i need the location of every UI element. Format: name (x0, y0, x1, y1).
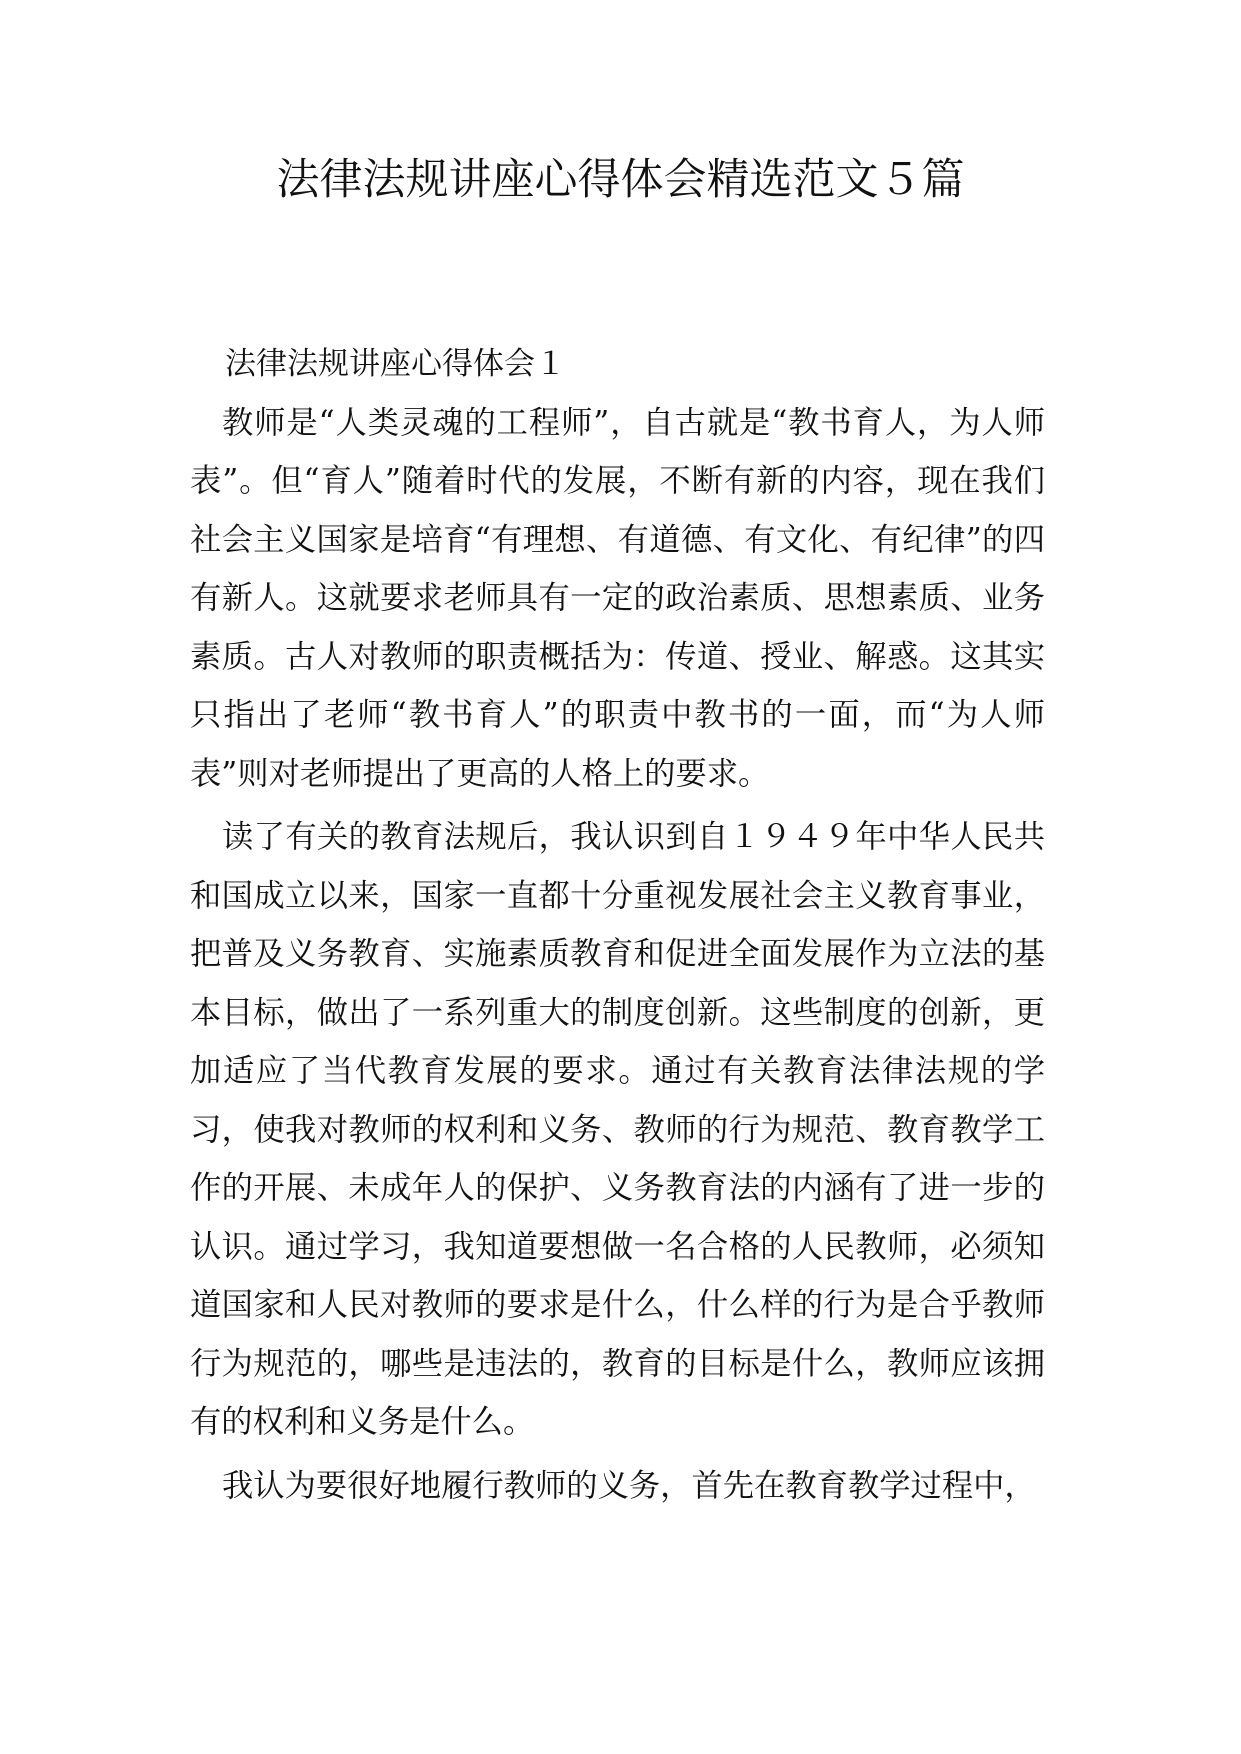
document-title: 法律法规讲座心得体会精选范文５篇 (276, 155, 965, 205)
document-body (190, 335, 1045, 1520)
section-heading: 法律法规讲座心得体会１ (225, 346, 566, 382)
paragraph-3: 我认为要很好地履行教师的义务，首先在教育教学过程中， (222, 1467, 1036, 1504)
paragraph-2: 读了有关的教育法规后，我认识到自１９４９年中华人民共和国成立以来，国家一直都十分重视发展社会主义教育事业，把普及义务教育、实施素质教育和促进全面发展作为立法的基本目标，做出了一系列重大的制度创新。这些制度的创新，更加适应了当代教育发展的要求。通过有关教育法律法规的学习，使我对教师的权利和义务、教师的行为规范、教育教学工作的开展、未成年人的保护、义务教育法的内涵有了进一步的认识。通过学习，我知道要想做一名合格的人民教师，必须知道国家和人民对教师的要求是什么，什么样的行为是合乎教师行为规范的，哪些是违法的，教育的目标是什么，教师应该拥有的权利和义务是什么。 (190, 819, 1045, 1440)
paragraph-1: 教师是“人类灵魂的工程师”，自古就是“教书育人，为人师表”。但“育人”随着时代的发展，不断有新的内容，现在我们社会主义国家是培育“有理想、有道德、有文化、有纪律”的四有新人。这就要求老师具有一定的政治素质、思想素质、业务素质。古人对教师的职责概括为：传道、授业、解惑。这其实只指出了老师“教书育人”的职责中教书的一面，而“为人师表”则对老师提出了更高的人格上的要求。 (190, 404, 1045, 792)
